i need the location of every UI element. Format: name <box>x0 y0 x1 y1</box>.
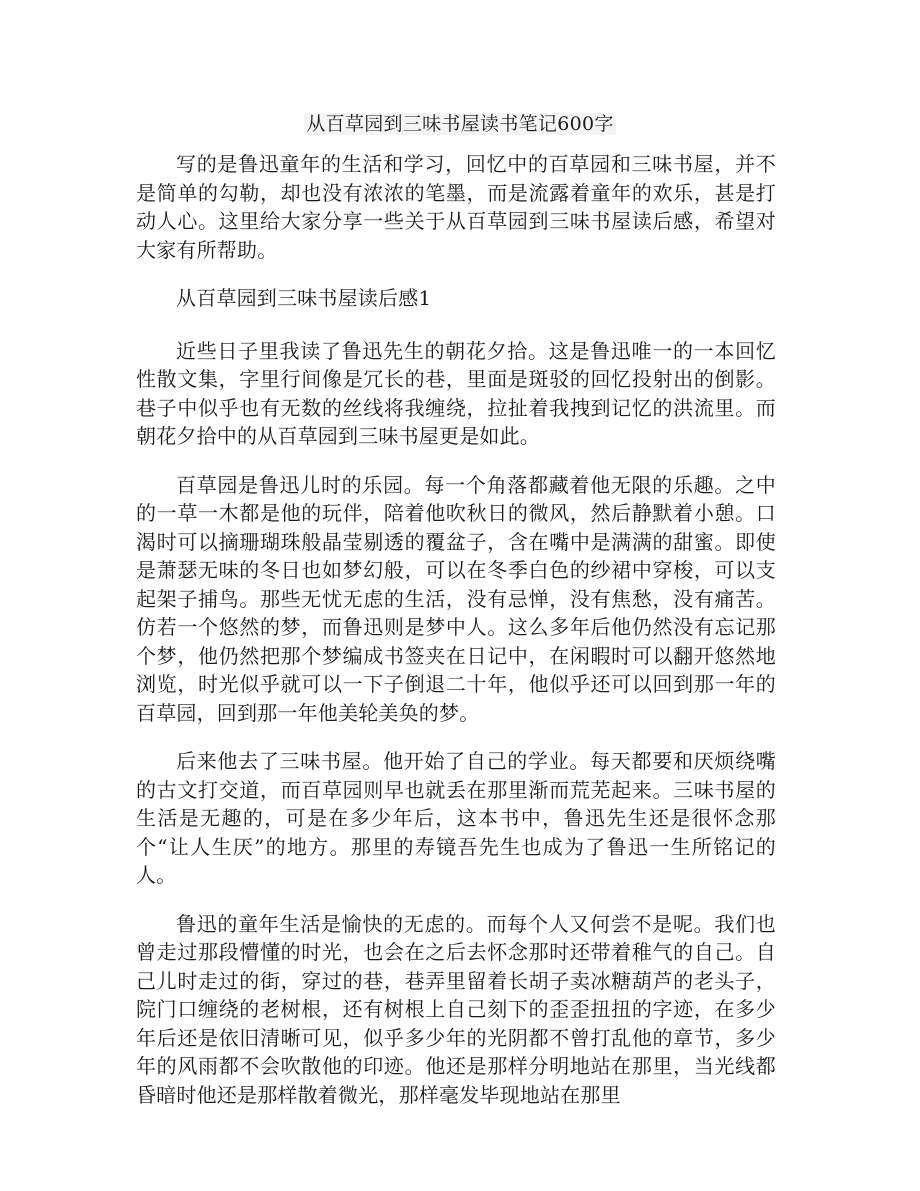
document-body <box>136 150 776 1129</box>
body-paragraph: 后来他去了三味书屋。他开始了自己的学业。每天都要和厌烦绕嘴的古文打交道，而百草园则早也就丢在那里渐而荒芜起来。三味书屋的生活是无趣的，可是在多少年后，这本书中，鲁迅先生还是很怀念那个“让人生厌”的地方。那里的寿镜吾先生也成为了鲁迅一生所铭记的人。 <box>136 749 776 887</box>
body-paragraph: 百草园是鲁迅儿时的乐园。每一个角落都藏着他无限的乐趣。之中的一草一木都是他的玩伴，陪着他吹秋日的微风，然后静默着小憩。口渴时可以摘珊瑚珠般晶莹剔透的覆盆子，含在嘴中是满满的甜蜜。即使是萧瑟无味的冬日也如梦幻般，可以在冬季白色的纱裙中穿梭，可以支起架子捕鸟。那些无忧无虑的生活，没有忌惮，没有焦愁，没有痛苦。仿若一个悠然的梦，而鲁迅则是梦中人。这么多年后他仍然没有忘记那个梦，他仍然把那个梦编成书签夹在日记中，在闲暇时可以翻开悠然地浏览，时光似乎就可以一下子倒退二十年，他似乎还可以回到那一年的百草园，回到那一年他美轮美奂的梦。 <box>136 472 776 725</box>
intro-paragraph: 写的是鲁迅童年的生活和学习，回忆中的百草园和三味书屋，并不是简单的勾勒，却也没有浓浓的笔墨，而是流露着童年的欢乐，甚是打动人心。这里给大家分享一些关于从百草园到三味书屋读后感，希望对大家有所帮助。 <box>136 152 776 262</box>
body-paragraph: 鲁迅的童年生活是愉快的无虑的。而每个人又何尝不是呢。我们也曾走过那段懵懂的时光，也会在之后去怀念那时还带着稚气的自己。自己儿时走过的街，穿过的巷，巷弄里留着长胡子卖冰糖葫芦的老头子，院门口缠绕的老树根，还有树根上自己刻下的歪歪扭扭的字迹，在多少年后还是依旧清晰可见，似乎多少年的光阴都不曾打乱他的章节，多少年的风雨都不会吹散他的印迹。他还是那样分明地站在那里，当光线都昏暗时他还是那样散着微光，那样毫发毕现地站在那里 <box>136 911 776 1107</box>
document-title <box>0 111 920 137</box>
section-heading: 从百草园到三味书屋读后感1 <box>176 286 432 310</box>
body-paragraph: 近些日子里我读了鲁迅先生的朝花夕拾。这是鲁迅唯一的一本回忆性散文集，字里行间像是冗长的巷，里面是斑驳的回忆投射出的倒影。巷子中似乎也有无数的丝线将我缠绕，拉扯着我拽到记忆的洪流里。而朝花夕拾中的从百草园到三味书屋更是如此。 <box>136 338 776 448</box>
document-title-text: 从百草园到三味书屋读书笔记600字 <box>306 113 614 135</box>
